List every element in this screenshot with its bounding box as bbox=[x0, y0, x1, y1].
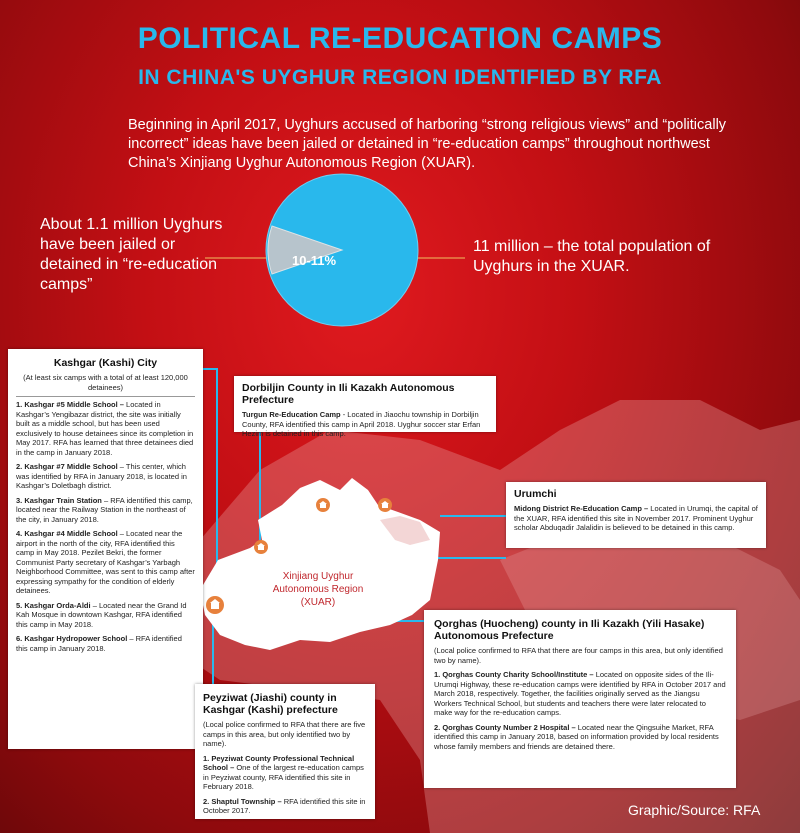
list-item: 2. Shaptul Township – RFA identified this site in October 2017. bbox=[203, 796, 366, 815]
kashgar-title: Kashgar (Kashi) City bbox=[53, 357, 158, 369]
map-label-xuar: Xinjiang Uyghur Autonomous Region (XUAR) bbox=[272, 571, 364, 608]
list-item: 2. Kashgar #7 Middle School – This center, which was identified by RFA in January 2018, is located in Kashgar’s Doletbagh district. bbox=[16, 462, 187, 490]
list-item: 3. Kashgar Train Station – RFA identified this camp, located near the Railway Station in the northeast of the city, in January 2018. bbox=[16, 495, 193, 524]
list-item: Turgun Re-Education Camp - Located in Jiaochu township in Dorbiljin County, RFA identified this camp in April 2018. Uyghur soccer star Erfan Hezim is detained in this camp. bbox=[242, 410, 481, 438]
intro-text: Beginning in April 2017, Uyghurs accused of harboring “strong religious views” and “politically incorrect” ideas have been jailed or detained in “re-education camps” throughout northwest China’s Xinjiang Uyghur Autonomous Region (XUAR). bbox=[128, 117, 727, 171]
list-item: Midong District Re-Education Camp – Located in Urumqi, the capital of the XUAR, RFA identified this site in November 2017. Prominent Uyghur scholar Abduqadir Jalalidin is believed to be detained in this camp. bbox=[514, 504, 758, 532]
list-item: 6. Kashgar Hydropower School – RFA identified this camp in January 2018. bbox=[16, 634, 182, 653]
population-pie-chart bbox=[262, 170, 422, 330]
dorbiljin-title: Dorbiljin County in Ili Kazakh Autonomous Prefecture bbox=[242, 382, 455, 406]
pie-slice-label: 10-11% bbox=[292, 253, 337, 268]
urumchi-title: Urumchi bbox=[514, 488, 557, 500]
peyziwat-note: (Local police confirmed to RFA that there are five camps in this area, but only identified two by name). bbox=[203, 720, 366, 748]
peyziwat-title: Peyziwat (Jiashi) county in Kashgar (Kashi) prefecture bbox=[203, 692, 338, 716]
peyziwat-info-box bbox=[195, 684, 375, 819]
list-item: 1. Kashgar #5 Middle School – Located in Kashgar’s Yengibazar district, the site was initially built as a middle school, but has been used exclusively to house detainees since its completion in May 2017. RFA has learned that three detainees died in the camp in January 2018. bbox=[16, 400, 194, 457]
page-title: POLITICAL RE-EDUCATION CAMPS bbox=[137, 22, 663, 55]
urumchi-info-box bbox=[506, 482, 766, 548]
page-subtitle: IN CHINA'S UYGHUR REGION IDENTIFIED BY RFA bbox=[138, 66, 662, 89]
pie-right-text: 11 million – the total population of Uyghurs in the XUAR. bbox=[473, 238, 711, 275]
list-item: 1. Peyziwat County Professional Technical School – One of the largest re-education camps in Peyziwat county, RFA identified this site in February 2018. bbox=[203, 753, 364, 791]
qorghas-info-box bbox=[424, 610, 736, 788]
kashgar-note: (At least six camps with a total of at least 120,000 detainees) bbox=[23, 373, 188, 392]
list-item: 4. Kashgar #4 Middle School – Located near the airport in the north of the city, RFA identified this camp in May 2018. Pezilet Bekri, the former Communist Party secretary of Kashgar’s Yarbagh Neighborhood Committee, was sent to this camp after expressing sympathy for the condition of elderly detainees. bbox=[16, 529, 195, 595]
kashgar-info-box bbox=[8, 349, 203, 749]
list-item: 5. Kashgar Orda-Aldi – Located near the Grand Id Kah Mosque in downtown Kashgar, RFA identified this camp in May 2018. bbox=[16, 600, 187, 629]
pie-left-text: About 1.1 million Uyghurs have been jailed or detained in “re-education camps” bbox=[40, 216, 223, 293]
dorbiljin-info-box bbox=[234, 376, 496, 438]
qorghas-title: Qorghas (Huocheng) county in Ili Kazakh (Yili Hasake) Autonomous Prefecture bbox=[434, 618, 705, 642]
list-item: 2. Qorghas County Number 2 Hospital – Located near the Qingsuihe Market, RFA identified this camp in January 2018, based on information provided by local residents whose family members and friends are detained there. bbox=[434, 722, 719, 751]
list-item: 1. Qorghas County Charity School/Institute – Located on opposite sides of the Ili-Urumqi Highway, these re-education camps were identified by RFA in October 2017 and March 2018, respectively. Together, the facilities originally served as the Jiangsu Workers Technical School, but students and teachers there were later relocated to make way for the re-education camps. bbox=[434, 670, 726, 717]
source-credit: Graphic/Source: RFA bbox=[628, 802, 761, 818]
qorghas-note: (Local police confirmed to RFA that there are four camps in this area, but only identified two by name). bbox=[434, 646, 723, 665]
